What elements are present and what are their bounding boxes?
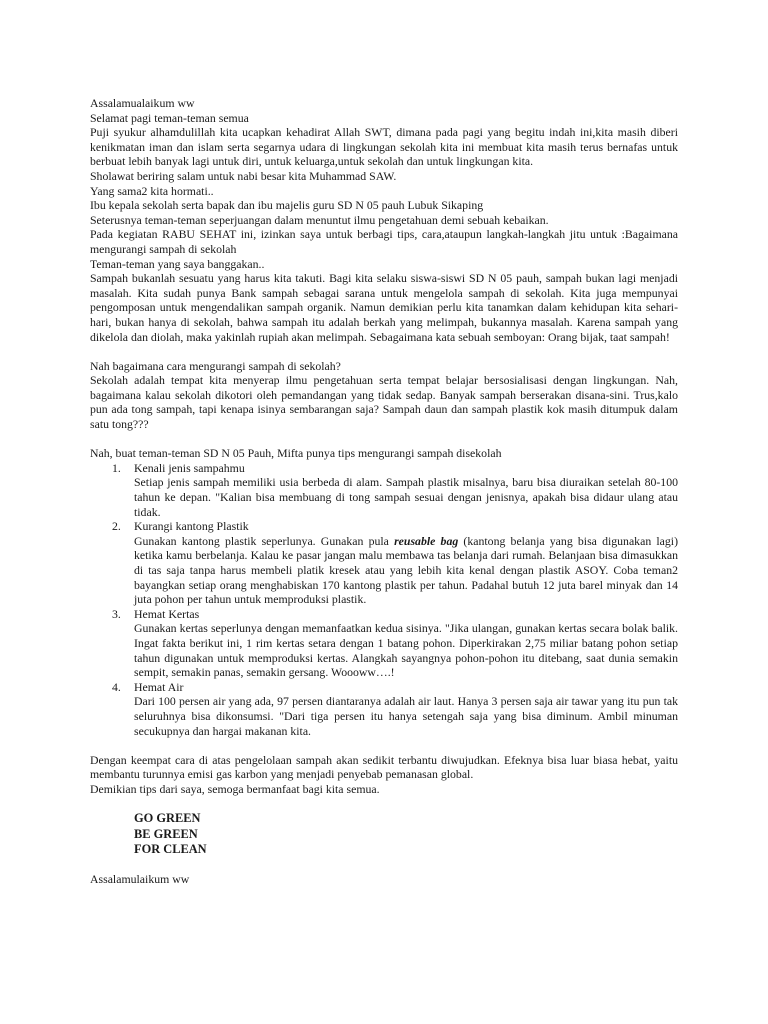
tip-body: Gunakan kertas seperlunya dengan memanfaatkan kedua sisinya. "Jika ulangan, gunakan kertas secara bolak balik. Ingat fakta berikut ini, 1 rim kertas setara dengan 1 batang pohon. Diperkirakan 2,75 miliar batang pohon setiap tahun digunakan untuk memproduksi kertas. Alangkah sayangnya pohon-pohon itu ditebang, saat dunia semakin sempit, semakin panas, semakin gersang. Woooww….!: [134, 621, 678, 680]
list-item: [90, 461, 678, 519]
tip-title: Hemat Air: [134, 679, 184, 694]
closing-paragraph: Demikian tips dari saya, semoga bermanfaat bagi kita semua.: [90, 781, 380, 796]
list-number: 3.: [112, 606, 121, 621]
closing-paragraph: Dengan keempat cara di atas pengelolaan sampah akan sedikit terbantu diwujudkan. Efeknya bisa luar biasa hebat, yaitu membantu turunnya emisi gas karbon yang menjadi penyebab pemanasan global.: [90, 752, 678, 782]
paragraph: Teman-teman yang saya banggakan..: [90, 256, 265, 271]
list-item: [90, 680, 678, 738]
tips-intro: Nah, buat teman-teman SD N 05 Pauh, Mifta punya tips mengurangi sampah disekolah: [90, 446, 502, 461]
slogan-line: GO GREEN: [134, 811, 201, 826]
spacer: [90, 738, 678, 753]
tip-title: Kenali jenis sampahmu: [134, 460, 245, 475]
slogan-line: BE GREEN: [134, 826, 198, 841]
paragraph: Yang sama2 kita hormati..: [90, 183, 214, 198]
spacer: [90, 432, 678, 447]
reusable-bag-emphasis: reusable bag: [394, 533, 459, 548]
list-number: 2.: [112, 519, 121, 534]
paragraph: Seterusnya teman-teman seperjuangan dalam menuntut ilmu pengetahuan demi sebuah kebaikan.: [90, 212, 549, 227]
spacer: [90, 797, 678, 812]
farewell: Assalamulaikum ww: [90, 871, 190, 886]
paragraph: Nah bagaimana cara mengurangi sampah di sekolah?: [90, 358, 341, 373]
paragraph: Pada kegiatan RABU SEHAT ini, izinkan saya untuk berbagi tips, cara,ataupun langkah-langkah jitu untuk :Bagaimana mengurangi sampah di sekolah: [90, 227, 678, 256]
paragraph: Sampah bukanlah sesuatu yang harus kita takuti. Bagi kita selaku siswa-siswi SD N 05 pauh, sampah bukan lagi menjadi masalah. Kita sudah punya Bank sampah sebagai sarana untuk mengelola sampah di sekolah. Kita juga mempunyai pengomposan untuk mengendalikan sampah organik. Namun demikian perlu kita tanamkan dalam kehidupan kita sehari-hari, bukan hanya di sekolah, bahwa sampah itu adalah berkah yang melimpah, bukannya masalah. Karena sampah yang dikelola dan diolah, maka yakinlah rupiah akan melimpah. Sebagaimana kata sebuah semboyan: Orang bijak, taat sampah!: [90, 271, 678, 344]
list-item: [90, 519, 678, 607]
spacer: [90, 344, 678, 359]
tip-body-text: (kantong belanja yang bisa digunakan lagi) ketika kamu berbelanja. Kalau ke pasar jangan malu membawa tas belanja dari rumah. Belanjaan bisa dimasukkan di tas saja tanpa harus membeli platik kresek atau yang lebih kita kenal dengan plastik ASOY. Coba teman2 bayangkan setiap orang menghabiskan 170 kantong plastik per tahun. Padahal butuh 12 juta barel minyak dan 14 juta pohon per tahun untuk memproduksi plastik.: [134, 533, 679, 607]
tip-title: Hemat Kertas: [134, 606, 200, 621]
list-number: 4.: [112, 679, 121, 694]
slogan-line: FOR CLEAN: [134, 841, 207, 856]
paragraph: Sekolah adalah tempat kita menyerap ilmu pengetahuan serta tempat belajar bersosialisasi dengan lingkungan. Nah, bagaimana kalau sekolah dikotori oleh pemandangan yang tidak sedap. Banyak sampah berserakan disana-sini. Trus,kalo pun ada tong sampah, tapi kenapa isinya sembarangan saja? Sampah daun dan sampah plastik kok masih ditumpuk dalam satu tong???: [90, 373, 678, 432]
paragraph: Sholawat beriring salam untuk nabi besar kita Muhammad SAW.: [90, 168, 397, 183]
tip-body: Setiap jenis sampah memiliki usia berbeda di alam. Sampah plastik misalnya, baru bisa diuraikan setelah 80-100 tahun ke depan. "Kalian bisa membuang di tong sampah sesuai dengan jenisnya, apakah bisa didaur ulang atau tidak.: [134, 475, 678, 519]
paragraph: Ibu kepala sekolah serta bapak dan ibu majelis guru SD N 05 pauh Lubuk Sikaping: [90, 198, 484, 213]
paragraph: Selamat pagi teman-teman semua: [90, 110, 249, 125]
tip-title: Kurangi kantong Plastik: [134, 519, 249, 534]
list-number: 1.: [112, 460, 121, 475]
tip-body: Dari 100 persen air yang ada, 97 persen diantaranya adalah air laut. Hanya 3 persen saja air tawar yang itu pun tak seluruhnya bisa dikonsumsi. "Dari tiga persen itu hanya setengah saja yang bisa diminum. Ambil minuman secukupnya dan hargai makanan kita.: [134, 694, 678, 738]
tip-body-text: Gunakan kantong plastik seperlunya. Gunakan pula: [134, 533, 395, 548]
spacer: [90, 857, 678, 872]
list-item: [90, 607, 678, 680]
paragraph: Puji syukur alhamdulillah kita ucapkan kehadirat Allah SWT, dimana pada pagi yang begitu indah ini,kita masih diberi kenikmatan iman dan islam serta segarnya udara di lingkungan sekolah kita ini membuat kita masih terus bernafas untuk berbuat lebih banyak lagi untuk diri, untuk keluarga,untuk sekolah dan untuk lingkungan kita.: [90, 125, 678, 169]
tip-body: [134, 534, 678, 607]
tips-list: [90, 461, 678, 738]
greeting: Assalamualaikum ww: [90, 96, 195, 110]
